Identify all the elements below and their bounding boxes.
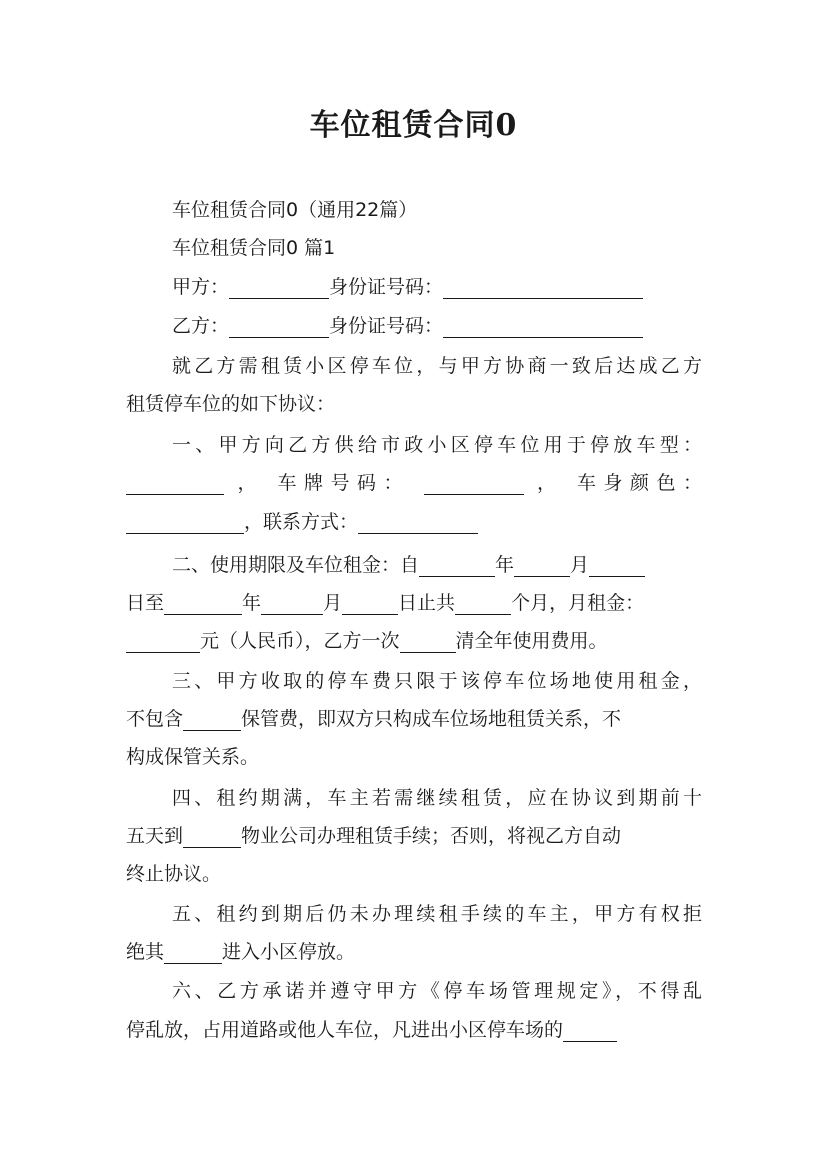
party-a-line <box>172 270 702 304</box>
party-b-name-blank <box>229 315 329 338</box>
clause1-line-3 <box>126 505 702 539</box>
payment-tail: 清全年使用费用。 <box>455 630 608 652</box>
end-month-blank <box>261 592 323 615</box>
clause3-line-1: 三、甲方收取的停车费只限于该停车位场地使用租金， <box>172 670 702 692</box>
clause4-line-3: 终止协议。 <box>126 863 222 885</box>
party-b-id-blank <box>443 315 643 338</box>
months-blank <box>455 592 511 615</box>
end-year-blank <box>164 592 242 615</box>
party-a-label: 甲方： <box>172 276 230 298</box>
monthly-rent-label: 个月，月租金： <box>511 592 645 614</box>
party-a-name-blank <box>229 276 329 299</box>
clause4-line-2 <box>126 819 702 853</box>
clause2-line-1 <box>172 548 702 582</box>
property-blank <box>183 825 241 848</box>
plate-blank <box>424 472 524 495</box>
party-b-id-label: 身份证号码： <box>329 315 444 337</box>
clause6-blank <box>563 1019 617 1042</box>
month-label: 月 <box>570 554 590 576</box>
clause6-line-2 <box>126 1013 702 1047</box>
color-label: 车身颜色： <box>577 472 702 494</box>
comma: ， <box>237 472 265 494</box>
month-label: 月 <box>323 592 343 614</box>
start-month-blank <box>514 554 570 577</box>
clause1-line-1: 一、甲方向乙方供给市政小区停车位用于停放车型： <box>172 434 702 456</box>
party-b-line <box>172 309 702 343</box>
clause6-line-1: 六、乙方承诺并遵守甲方《停车场管理规定》，不得乱 <box>172 980 702 1002</box>
document-title: 车位租赁合同0 <box>309 108 518 143</box>
clause6-text: 停乱放，占用道路或他人车位，凡进出小区停车场的 <box>126 1019 564 1041</box>
exclude-blank <box>183 708 241 731</box>
contact-blank <box>358 511 478 534</box>
clause3-line-3: 构成保管关系。 <box>126 746 260 768</box>
end-day-blank <box>342 592 398 615</box>
clause4-line-1: 四、租约期满，车主若需继续租赁，应在协议到期前十 <box>172 787 702 809</box>
party-b-label: 乙方： <box>172 315 230 337</box>
yuan-label: 元（人民币），乙方一次 <box>200 630 400 652</box>
clause5-prefix: 绝其 <box>126 941 165 963</box>
clause4-text: 物业公司办理租赁手续；否则，将视乙方自动 <box>241 825 622 847</box>
contact-label: ，联系方式： <box>244 511 359 533</box>
year-label: 年 <box>242 592 262 614</box>
party-a-id-label: 身份证号码： <box>329 276 444 298</box>
refuse-blank <box>164 941 222 964</box>
intro-line-2: 租赁停车位的如下协议： <box>126 393 336 415</box>
rent-amount-blank <box>126 630 200 653</box>
party-a-id-blank <box>443 276 643 299</box>
clause2-line-2 <box>126 586 702 620</box>
car-model-blank <box>126 472 224 495</box>
clause4-prefix: 五天到 <box>126 825 184 847</box>
clause3-text: 保管费，即双方只构成车位场地租赁关系，不 <box>241 708 622 730</box>
start-year-blank <box>419 554 495 577</box>
document-subtitle: 车位租赁合同0（通用22篇） <box>172 199 418 221</box>
section-heading: 车位租赁合同0 篇1 <box>172 237 336 259</box>
plate-label: 车牌号码： <box>277 472 410 494</box>
intro-line-1: 就乙方需租赁小区停车位，与甲方协商一致后达成乙方 <box>172 355 702 377</box>
payment-blank <box>400 630 456 653</box>
exclude-label: 不包含 <box>126 708 184 730</box>
start-day-blank <box>589 554 645 577</box>
clause5-line-1: 五、租约到期后仍未办理续租手续的车主，甲方有权拒 <box>172 903 702 925</box>
term-label: 二、使用期限及车位租金：自 <box>172 554 420 576</box>
clause1-line-2 <box>126 466 702 500</box>
day-to-label: 日至 <box>126 592 165 614</box>
day-end-label: 日止共 <box>398 592 456 614</box>
clause3-line-2 <box>126 702 702 736</box>
clause5-text: 进入小区停放。 <box>222 941 356 963</box>
comma: ， <box>537 472 564 494</box>
clause5-line-2 <box>126 935 702 969</box>
color-blank <box>126 511 244 534</box>
clause2-line-3 <box>126 624 702 658</box>
year-label: 年 <box>495 554 515 576</box>
